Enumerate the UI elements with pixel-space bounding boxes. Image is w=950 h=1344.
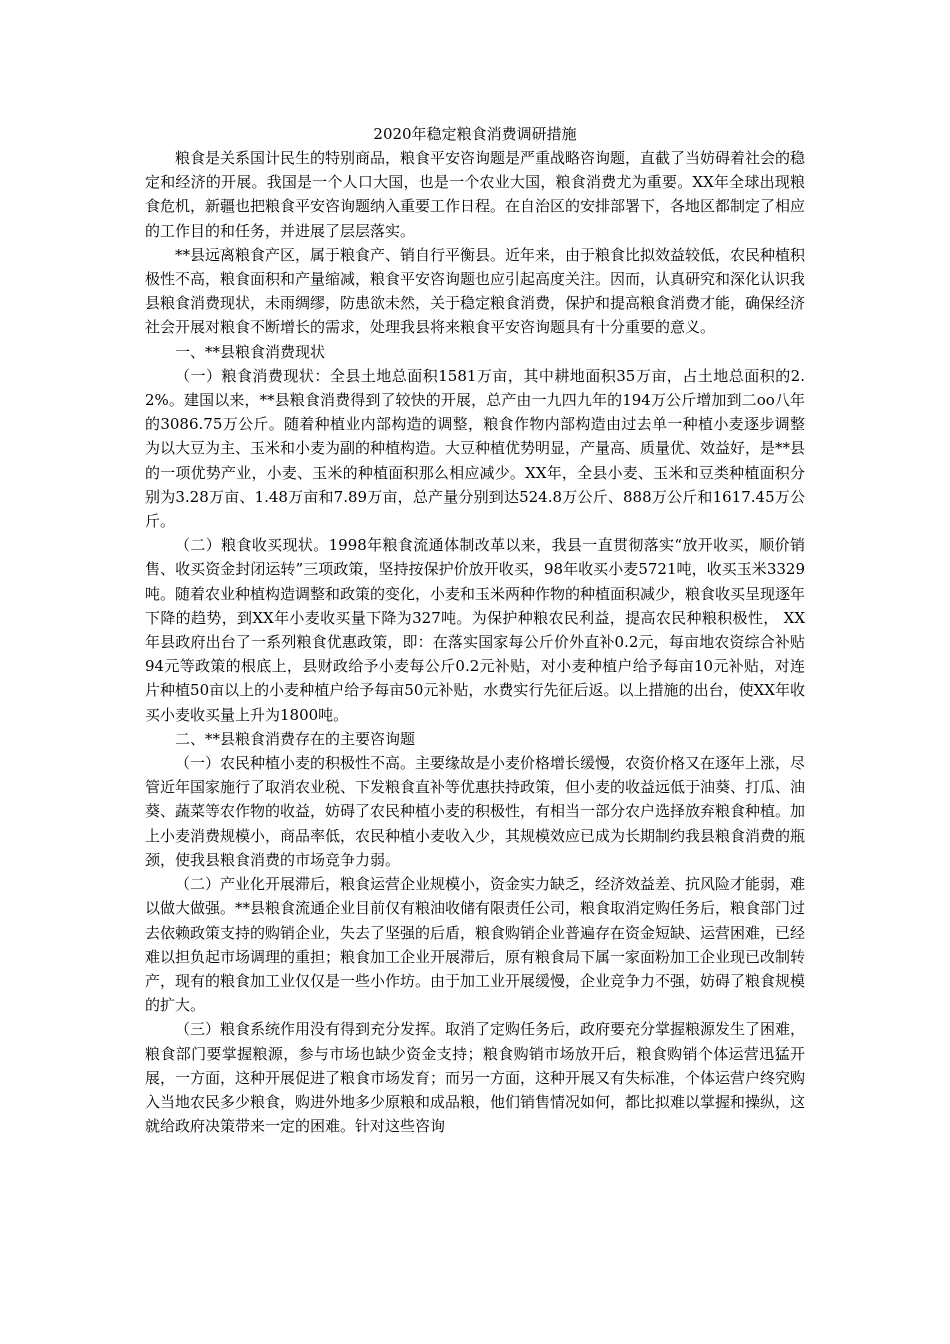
section-heading-2: 二、**县粮食消费存在的主要咨询题 <box>175 729 416 748</box>
paragraph-purchase-status: （二）粮食收买现状。1998年粮食流通体制改革以来，我县一直贯彻落实“放开收买，顺价销售、收买资金封闭运转”三项政策，坚持按保护价放开收买，98年收买小麦5721吨，收买玉米3329吨。随着农业种植构造调整和政策的变化，小麦和玉米两种作物的种植面积减少，粮食收买呈现逐年下降的趋势，到XX年小麦收买量下降为327吨。为保护种粮农民利益，提高农民种粮积极性， XX年县政府出台了一系列粮食优惠政策，即：在落实国家每公斤价外直补0.2元，每亩地农资综合补贴94元等政策的根底上，县财政给予小麦每公斤0.2元补贴，对小麦种植户给予每亩10元补贴，对连片种植50亩以上的小麦种植户给予每亩50元补贴，水费实行先征后返。以上措施的出台，使XX年收买小麦收买量上升为1800吨。 <box>145 536 806 724</box>
document-title: 2020年稳定粮食消费调研措施 <box>373 125 577 143</box>
paragraph-problem-2: （二）产业化开展滞后，粮食运营企业规模小，资金实力缺乏，经济效益差、抗风险才能弱，难以做大做强。**县粮食流通企业目前仅有粮油收储有限责任公司，粮食取消定购任务后，粮食部门过去依赖政策支持的购销企业，失去了坚强的后盾，粮食购销企业普遍存在资金短缺、运营困难，已经难以担负起市场调理的重担；粮食加工企业开展滞后，原有粮食局下属一家面粉加工企业现已改制转产，现有的粮食加工业仅仅是一些小作坊。由于加工业开展缓慢，企业竞争力不强，妨碍了粮食规模的扩大。 <box>145 875 806 1015</box>
paragraph-county-background: **县远离粮食产区，属于粮食产、销自行平衡县。近年来，由于粮食比拟效益较低，农民种植积极性不高，粮食面积和产量缩减，粮食平安咨询题也应引起高度关注。因而，认真研究和深化认识我县粮食消费现状，未雨绸缪，防患欲未然，关于稳定粮食消费，保护和提高粮食消费才能，确保经济社会开展对粮食不断增长的需求，处理我县将来粮食平安咨询题具有十分重要的意义。 <box>145 245 806 337</box>
paragraph-problem-1: （一）农民种植小麦的积极性不高。主要缘故是小麦价格增长缓慢，农资价格又在逐年上涨，尽管近年国家施行了取消农业税、下发粮食直补等优惠扶持政策，但小麦的收益远低于油葵、打瓜、油葵、蔬菜等农作物的收益，妨碍了农民种植小麦的积极性，有相当一部分农户选择放弃粮食种植。加上小麦消费规模小，商品率低，农民种植小麦收入少，其规模效应已成为长期制约我县粮食消费的瓶颈，使我县粮食消费的市场竞争力弱。 <box>145 754 806 869</box>
paragraph-consumption-status: （一）粮食消费现状：全县土地总面积1581万亩，其中耕地面积35万亩，占土地总面积的2.2%。建国以来，**县粮食消费得到了较快的开展，总产由一九四九年的194万公斤增加到二oo八年的3086.75万公斤。随着种植业内部构造的调整，粮食作物内部构造由过去单一种植小麦逐步调整为以大豆为主、玉米和小麦为副的种植构造。大豆种植优势明显，产量高、质量优、效益好，是**县的一项优势产业，小麦、玉米的种植面积那么相应减少。XX年，全县小麦、玉米和豆类种植面积分别为3.28万亩、1.48万亩和7.89万亩，总产量分别到达524.8万公斤、888万公斤和1617.45万公斤。 <box>145 366 806 531</box>
section-heading-1: 一、**县粮食消费现状 <box>175 342 326 361</box>
document-page <box>145 124 805 1138</box>
paragraph-problem-3: （三）粮食系统作用没有得到充分发挥。取消了定购任务后，政府要充分掌握粮源发生了困难，粮食部门要掌握粮源，参与市场也缺少资金支持；粮食购销市场放开后，粮食购销个体运营迅猛开展，一方面，这种开展促进了粮食市场发育；而另一方面，这种开展又有失标准，个体运营户终究购入当地农民多少粮食，购进外地多少原粮和成品粮，他们销售情况如何，都比拟难以掌握和操纵，这就给政府决策带来一定的困难。针对这些咨询 <box>145 1020 806 1136</box>
paragraph-intro: 粮食是关系国计民生的特别商品，粮食平安咨询题是严重战略咨询题，直截了当妨碍着社会的稳定和经济的开展。我国是一个人口大国，也是一个农业大国，粮食消费尤为重要。XX年全球出现粮食危机，新疆也把粮食平安咨询题纳入重要工作日程。在自治区的安排部署下，各地区都制定了相应的工作目的和任务，并进展了层层落实。 <box>145 149 806 240</box>
